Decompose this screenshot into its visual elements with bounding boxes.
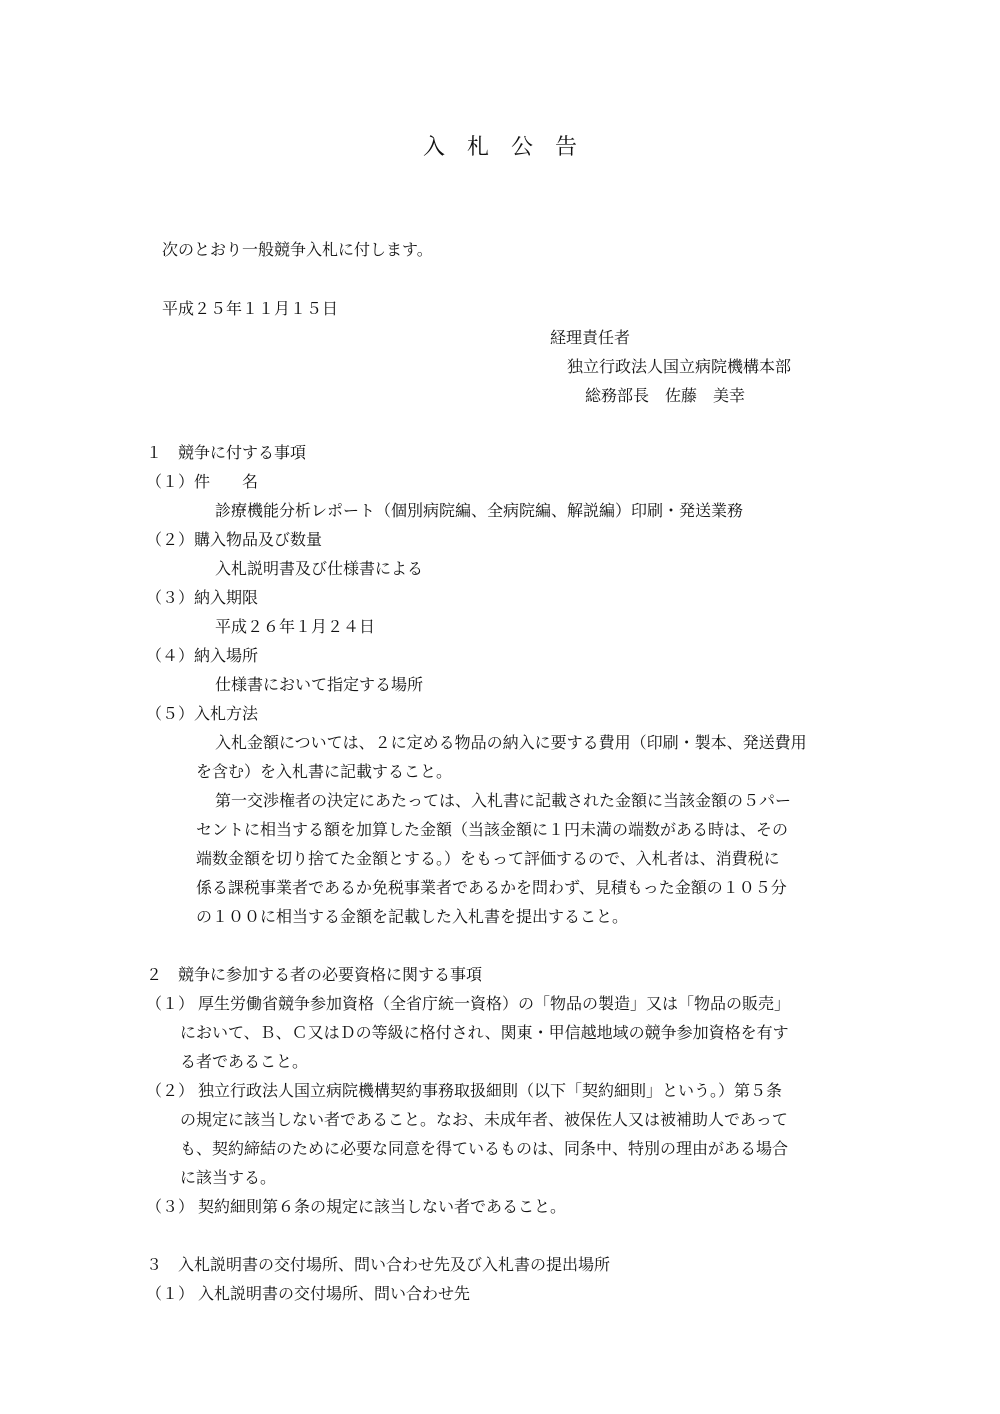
paragraph-line: 第一交渉権者の決定にあたっては、入札書に記載された金額に当該金額の５パー <box>215 791 792 810</box>
paragraph-line: も、契約締結のために必要な同意を得ているものは、同条中、特別の理由がある場合 <box>180 1139 789 1158</box>
paragraph-line: る者であること。 <box>180 1052 309 1071</box>
paragraph-line: 端数金額を切り捨てた金額とする。）をもって評価するので、入札者は、消費税に <box>196 849 780 868</box>
section-3-heading: ３ 入札説明書の交付場所、問い合わせ先及び入札書の提出場所 <box>146 1255 611 1274</box>
paragraph-line: を含む）を入札書に記載すること。 <box>196 762 453 781</box>
item-label: （１） <box>146 1284 195 1303</box>
paragraph-line: 厚生労働省競争参加資格（全省庁統一資格）の「物品の製造」又は「物品の販売」 <box>198 994 791 1013</box>
paragraph-line: 入札金額については、２に定める物品の納入に要する費用（印刷・製本、発送費用 <box>215 733 807 752</box>
paragraph-line: の１００に相当する金額を記載した入札書を提出すること。 <box>196 907 629 926</box>
notice-date: 平成２５年１１月１５日 <box>162 299 339 318</box>
item-label: （２）購入物品及び数量 <box>146 530 323 549</box>
issuer-person: 総務部長 佐藤 美幸 <box>585 386 746 405</box>
item-label: （３）納入期限 <box>146 588 259 607</box>
paragraph-line: において、Ｂ、Ｃ又はＤの等級に格付され、関東・甲信越地域の競争参加資格を有す <box>180 1023 789 1042</box>
section-2-heading: ２ 競争に参加する者の必要資格に関する事項 <box>146 965 483 984</box>
intro-text: 次のとおり一般競争入札に付します。 <box>162 240 433 259</box>
item-label: （５）入札方法 <box>146 704 259 723</box>
paragraph-line: の規定に該当しない者であること。なお、未成年者、被保佐人又は被補助人であって <box>180 1110 788 1129</box>
issuer-organization: 独立行政法人国立病院機構本部 <box>567 357 792 376</box>
issuer-role: 経理責任者 <box>550 328 631 347</box>
paragraph-line: セントに相当する額を加算した金額（当該金額に１円未満の端数がある時は、その <box>196 820 789 839</box>
item-label: （４）納入場所 <box>146 646 259 665</box>
item-content: 入札説明書及び仕様書による <box>215 559 424 578</box>
item-label: （２） <box>146 1081 195 1100</box>
item-content: 平成２６年１月２４日 <box>215 617 376 636</box>
item-content: 仕様書において指定する場所 <box>215 675 424 694</box>
page-title: 入札公告 <box>422 135 599 160</box>
item-content: 診療機能分析レポート（個別病院編、全病院編、解説編）印刷・発送業務 <box>215 501 744 520</box>
section-1-heading: １ 競争に付する事項 <box>146 443 307 462</box>
paragraph-line: 契約細則第６条の規定に該当しない者であること。 <box>198 1197 567 1216</box>
paragraph-line: 独立行政法人国立病院機構契約事務取扱細則（以下「契約細則」という。）第５条 <box>198 1081 783 1100</box>
item-label: （１） <box>146 994 195 1013</box>
paragraph-line: 係る課税事業者であるか免税事業者であるかを問わず、見積もった金額の１０５分 <box>196 878 787 897</box>
item-label: （１）件 名 <box>146 472 259 491</box>
item-label: （３） <box>146 1197 195 1216</box>
item-content: 入札説明書の交付場所、問い合わせ先 <box>198 1284 471 1303</box>
paragraph-line: に該当する。 <box>180 1168 277 1187</box>
